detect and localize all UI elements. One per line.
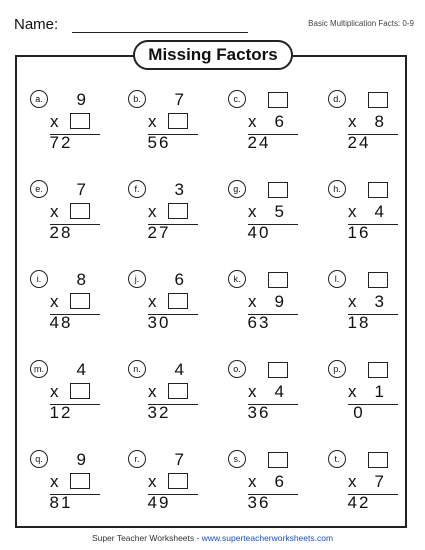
product: 36 (247, 493, 271, 512)
missing-factor-box[interactable] (70, 293, 90, 309)
bottom-factor: 8 (374, 112, 384, 131)
problem-j (128, 270, 194, 340)
product: 63 (247, 313, 271, 332)
top-factor: 7 (174, 450, 184, 469)
multiply-sign: x (348, 202, 357, 221)
missing-factor-box[interactable] (368, 452, 388, 468)
product: 27 (147, 223, 171, 242)
missing-factor-box[interactable] (168, 203, 188, 219)
product: 24 (247, 133, 271, 152)
missing-factor-box[interactable] (168, 113, 188, 129)
top-factor: 8 (76, 270, 86, 289)
problem-m (30, 360, 96, 430)
problem-letter: i. (30, 270, 48, 288)
multiply-sign: x (248, 112, 257, 131)
product: 28 (49, 223, 73, 242)
problem-p (328, 360, 394, 430)
product: 24 (347, 133, 371, 152)
bottom-factor: 6 (274, 472, 284, 491)
missing-factor-box[interactable] (70, 203, 90, 219)
product: 36 (247, 403, 271, 422)
problem-letter: f. (128, 180, 146, 198)
problem-s (228, 450, 294, 520)
product: 40 (247, 223, 271, 242)
top-factor: 7 (76, 180, 86, 199)
product: 72 (49, 133, 73, 152)
bottom-factor: 9 (274, 292, 284, 311)
missing-factor-box[interactable] (268, 272, 288, 288)
multiply-sign: x (148, 292, 157, 311)
multiply-sign: x (50, 292, 59, 311)
problem-t (328, 450, 394, 520)
multiply-sign: x (50, 112, 59, 131)
missing-factor-box[interactable] (70, 383, 90, 399)
missing-factor-box[interactable] (368, 182, 388, 198)
bottom-factor: 6 (274, 112, 284, 131)
product: 18 (347, 313, 371, 332)
problem-o (228, 360, 294, 430)
problem-letter: m. (30, 360, 48, 378)
multiply-sign: x (348, 292, 357, 311)
multiply-sign: x (348, 382, 357, 401)
multiply-sign: x (348, 112, 357, 131)
footer-link[interactable]: www.superteacherworksheets.com (201, 533, 334, 543)
problem-letter: k. (228, 270, 246, 288)
problem-letter: q. (30, 450, 48, 468)
problem-letter: d. (328, 90, 346, 108)
product: 56 (147, 133, 171, 152)
problem-letter: c. (228, 90, 246, 108)
product: 32 (147, 403, 171, 422)
bottom-factor: 7 (374, 472, 384, 491)
missing-factor-box[interactable] (168, 293, 188, 309)
missing-factor-box[interactable] (268, 362, 288, 378)
multiply-sign: x (248, 472, 257, 491)
missing-factor-box[interactable] (70, 473, 90, 489)
missing-factor-box[interactable] (168, 473, 188, 489)
bottom-factor: 1 (374, 382, 384, 401)
problem-q (30, 450, 96, 520)
multiply-sign: x (148, 382, 157, 401)
problem-letter: h. (328, 180, 346, 198)
problem-n (128, 360, 194, 430)
top-factor: 4 (174, 360, 184, 379)
problem-letter: s. (228, 450, 246, 468)
problem-f (128, 180, 194, 250)
worksheet-title: Missing Factors (133, 40, 293, 70)
product: 16 (347, 223, 371, 242)
problem-letter: n. (128, 360, 146, 378)
worksheet-subtitle: Basic Multiplication Facts: 0-9 (308, 19, 414, 28)
problem-letter: b. (128, 90, 146, 108)
problem-letter: g. (228, 180, 246, 198)
bottom-factor: 4 (274, 382, 284, 401)
missing-factor-box[interactable] (268, 452, 288, 468)
problem-letter: a. (30, 90, 48, 108)
missing-factor-box[interactable] (268, 182, 288, 198)
problem-letter: r. (128, 450, 146, 468)
top-factor: 3 (174, 180, 184, 199)
problem-c (228, 90, 294, 160)
problem-letter: e. (30, 180, 48, 198)
problem-g (228, 180, 294, 250)
footer-text: Super Teacher Worksheets - (91, 533, 202, 543)
bottom-factor: 5 (274, 202, 284, 221)
product: 81 (49, 493, 73, 512)
problem-h (328, 180, 394, 250)
top-factor: 7 (174, 90, 184, 109)
problem-letter: l. (328, 270, 346, 288)
multiply-sign: x (50, 472, 59, 491)
worksheet-header (14, 16, 414, 36)
product: 48 (49, 313, 73, 332)
top-factor: 4 (76, 360, 86, 379)
problem-letter: o. (228, 360, 246, 378)
missing-factor-box[interactable] (368, 272, 388, 288)
bottom-factor: 3 (374, 292, 384, 311)
multiply-sign: x (248, 202, 257, 221)
problem-l (328, 270, 394, 340)
missing-factor-box[interactable] (168, 383, 188, 399)
multiply-sign: x (148, 472, 157, 491)
product: 0 (353, 403, 365, 422)
name-input-line[interactable] (72, 32, 248, 33)
multiply-sign: x (248, 292, 257, 311)
problem-letter: j. (128, 270, 146, 288)
missing-factor-box[interactable] (70, 113, 90, 129)
product: 42 (347, 493, 371, 512)
product: 49 (147, 493, 171, 512)
multiply-sign: x (248, 382, 257, 401)
problem-d (328, 90, 394, 160)
multiply-sign: x (348, 472, 357, 491)
name-label: Name: (14, 16, 59, 33)
multiply-sign: x (50, 382, 59, 401)
problem-r (128, 450, 194, 520)
product: 12 (49, 403, 73, 422)
problem-i (30, 270, 96, 340)
multiply-sign: x (50, 202, 59, 221)
missing-factor-box[interactable] (368, 92, 388, 108)
footer (0, 533, 425, 543)
top-factor: 9 (76, 450, 86, 469)
problem-letter: p. (328, 360, 346, 378)
multiply-sign: x (148, 112, 157, 131)
problem-k (228, 270, 294, 340)
missing-factor-box[interactable] (368, 362, 388, 378)
problem-letter: t. (328, 450, 346, 468)
problem-e (30, 180, 96, 250)
top-factor: 9 (76, 90, 86, 109)
missing-factor-box[interactable] (268, 92, 288, 108)
product: 30 (147, 313, 171, 332)
problem-b (128, 90, 194, 160)
multiply-sign: x (148, 202, 157, 221)
bottom-factor: 4 (374, 202, 384, 221)
top-factor: 6 (174, 270, 184, 289)
problem-a (30, 90, 96, 160)
